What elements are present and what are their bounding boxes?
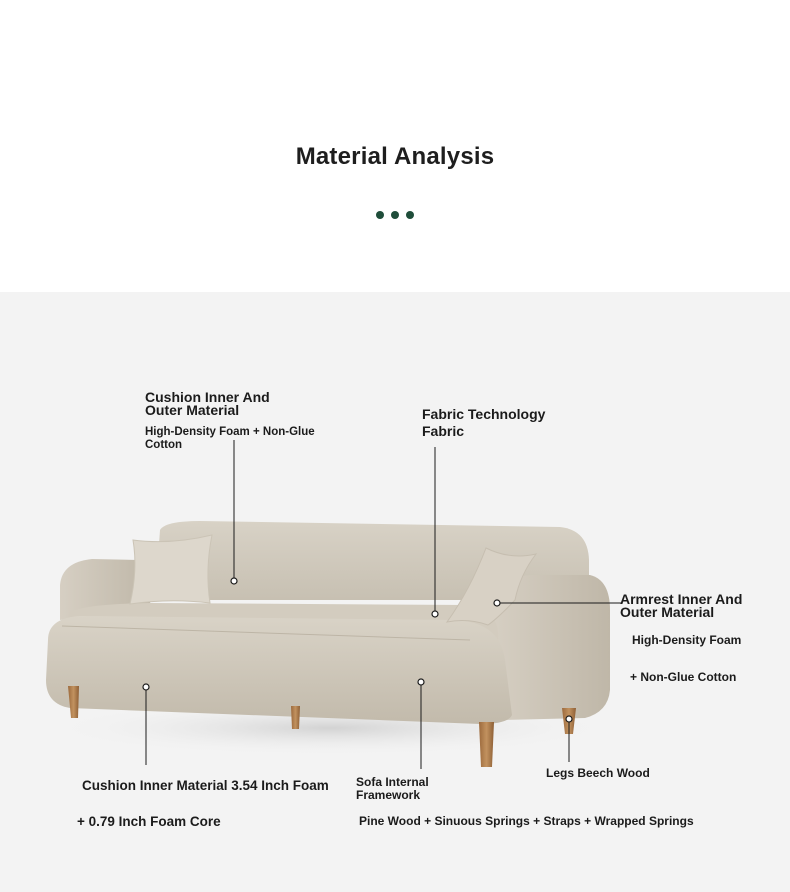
sofa-seat-cushion	[46, 616, 512, 724]
cushion-title-line2: Outer Material	[145, 402, 240, 418]
sofa-leg	[68, 686, 79, 718]
armrest-detail-line2: + Non-Glue Cotton	[630, 670, 737, 684]
callout-point-cushion	[231, 578, 237, 584]
sofa-leg	[291, 706, 300, 729]
fabric-title-line1: Fabric Technology	[422, 406, 546, 422]
page-title: Material Analysis	[295, 143, 495, 170]
cushion-detail-line1: High-Density Foam + Non-Glue	[145, 426, 315, 438]
armrest-title-line1: Armrest Inner And	[620, 591, 743, 607]
seat-cushion-line2: + 0.79 Inch Foam Core	[77, 814, 221, 829]
cushion-detail-line2: Cotton	[145, 439, 183, 451]
armrest-title-line2: Outer Material	[620, 604, 715, 620]
fabric-technology-title	[422, 406, 545, 440]
callout-point-framework	[418, 679, 424, 685]
sofa-leg	[479, 722, 494, 767]
framework-title-line1: Sofa Internal	[356, 775, 429, 789]
callout-point-armrest	[494, 600, 500, 606]
seat-cushion-line1: Cushion Inner Material 3.54 Inch Foam	[82, 778, 329, 793]
framework-detail: Pine Wood + Sinuous Springs + Straps + Wrapped Springs	[359, 814, 694, 828]
cushion-material-detail	[145, 426, 315, 452]
cushion-title-line1: Cushion Inner And	[145, 389, 270, 405]
legs-material-label: Legs Beech Wood	[546, 766, 650, 780]
fabric-title-line2: Fabric	[422, 423, 465, 439]
cushion-material-title	[145, 391, 270, 417]
callout-point-legs	[566, 716, 572, 722]
armrest-material-title	[620, 593, 742, 619]
callout-point-seat-cushion	[143, 684, 149, 690]
armrest-detail-line1: High-Density Foam	[632, 633, 742, 647]
left-pillow	[130, 535, 212, 604]
callout-point-fabric	[432, 611, 438, 617]
framework-title-line2: Framework	[356, 788, 421, 802]
framework-title	[356, 776, 429, 802]
